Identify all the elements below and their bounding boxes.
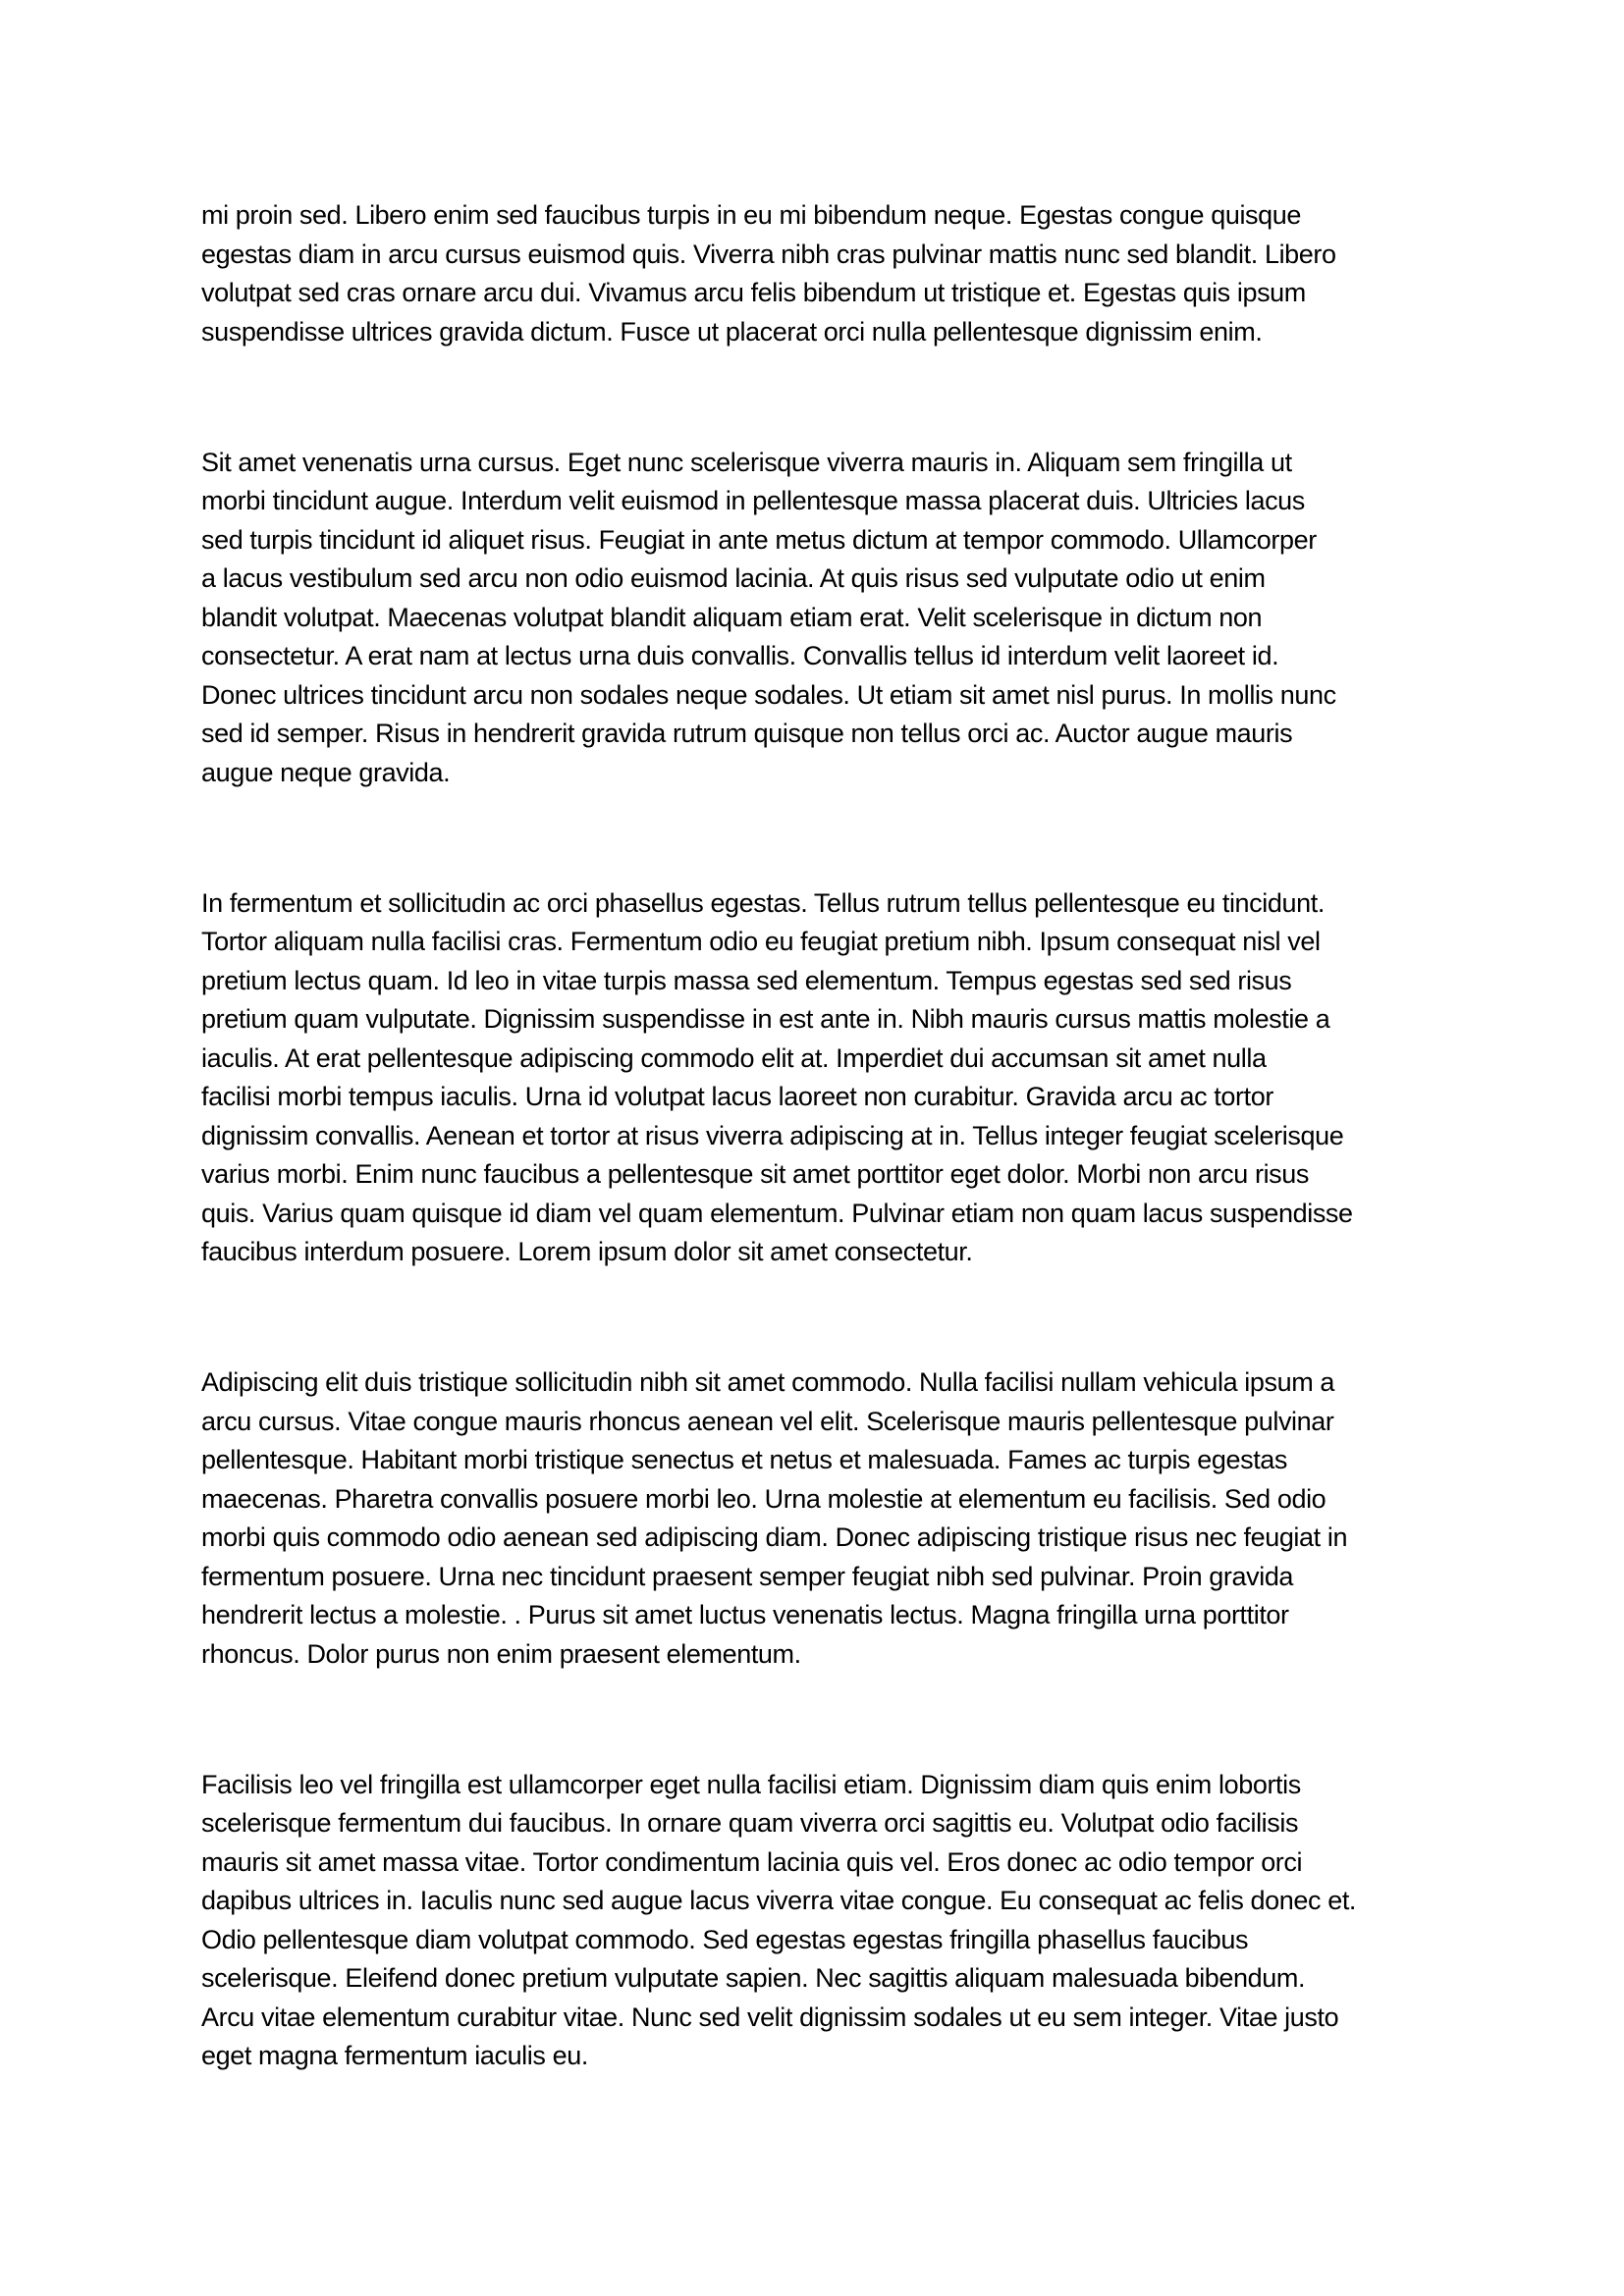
text-line: augue neque gravida. [201, 757, 451, 787]
paragraph [201, 196, 1424, 351]
text-line: pretium lectus quam. Id leo in vitae turpis massa sed elementum. Tempus egestas sed sed risus [201, 965, 1292, 995]
text-line: rhoncus. Dolor purus non enim praesent elementum. [201, 1638, 801, 1669]
text-line: pretium quam vulputate. Dignissim suspendisse in est ante in. Nibh mauris cursus mattis molestie a [201, 1004, 1330, 1034]
text-line: a lacus vestibulum sed arcu non odio euismod lacinia. At quis risus sed vulputate odio ut enim [201, 563, 1266, 593]
text-line: scelerisque fermentum dui faucibus. In ornare quam viverra orci sagittis eu. Volutpat odio facilisis [201, 1808, 1299, 1838]
text-line: iaculis. At erat pellentesque adipiscing commodo elit at. Imperdiet dui accumsan sit amet nulla [201, 1042, 1267, 1073]
text-line: morbi quis commodo odio aenean sed adipiscing diam. Donec adipiscing tristique risus nec feugiat in [201, 1522, 1348, 1552]
text-line: Sit amet venenatis urna cursus. Eget nunc scelerisque viverra mauris in. Aliquam sem fringilla ut [201, 447, 1292, 477]
text-line: egestas diam in arcu cursus euismod quis. Viverra nibh cras pulvinar mattis nunc sed blandit. Libero [201, 239, 1336, 269]
paragraph [201, 1766, 1424, 2076]
text-line: pellentesque. Habitant morbi tristique senectus et netus et malesuada. Fames ac turpis egestas [201, 1445, 1288, 1474]
text-line: sed id semper. Risus in hendrerit gravida rutrum quisque non tellus orci ac. Auctor augue mauris [201, 719, 1293, 748]
text-line: suspendisse ultrices gravida dictum. Fusce ut placerat orci nulla pellentesque dignissim enim. [201, 316, 1263, 347]
text-line: dapibus ultrices in. Iaculis nunc sed augue lacus viverra vitae congue. Eu consequat ac felis donec et. [201, 1886, 1357, 1915]
text-line: morbi tincidunt augue. Interdum velit euismod in pellentesque massa placerat duis. Ultricies lacus [201, 486, 1305, 515]
text-line: volutpat sed cras ornare arcu dui. Vivamus arcu felis bibendum ut tristique et. Egestas quis ipsum [201, 278, 1306, 307]
text-line: faucibus interdum posuere. Lorem ipsum dolor sit amet consectetur. [201, 1237, 973, 1266]
text-line: Adipiscing elit duis tristique sollicitudin nibh sit amet commodo. Nulla facilisi nullam vehicula ipsum a [201, 1367, 1335, 1397]
text-line: sed turpis tincidunt id aliquet risus. Feugiat in ante metus dictum at tempor commodo. Ullamcorper [201, 524, 1317, 555]
text-line: blandit volutpat. Maecenas volutpat blandit aliquam etiam erat. Velit scelerisque in dictum non [201, 602, 1263, 632]
text-line: Odio pellentesque diam volutpat commodo. Sed egestas egestas fringilla phasellus faucibus [201, 1924, 1249, 1954]
text-line: maecenas. Pharetra convallis posuere morbi leo. Urna molestie at elementum eu facilisis. Sed odio [201, 1483, 1326, 1514]
text-line: Tortor aliquam nulla facilisi cras. Fermentum odio eu feugiat pretium nibh. Ipsum consequat nisl vel [201, 927, 1321, 956]
text-line: quis. Varius quam quisque id diam vel quam elementum. Pulvinar etiam non quam lacus suspendisse [201, 1198, 1353, 1228]
text-line: Facilisis leo vel fringilla est ullamcorper eget nulla facilisi etiam. Dignissim diam quis enim lobortis [201, 1769, 1301, 1799]
paragraph [201, 1363, 1424, 1674]
text-line: Arcu vitae elementum curabitur vitae. Nunc sed velit dignissim sodales ut eu sem integer. Vitae justo [201, 2002, 1339, 2032]
paragraph [201, 884, 1424, 1272]
text-line: hendrerit lectus a molestie. . Purus sit amet luctus venenatis lectus. Magna fringilla urna porttitor [201, 1600, 1289, 1629]
paragraph [201, 444, 1424, 793]
text-line: scelerisque. Eleifend donec pretium vulputate sapien. Nec sagittis aliquam malesuada bibendum. [201, 1963, 1306, 1993]
text-line: fermentum posuere. Urna nec tincidunt praesent semper feugiat nibh sed pulvinar. Proin gravida [201, 1561, 1294, 1591]
text-line: eget magna fermentum iaculis eu. [201, 2041, 588, 2070]
text-line: varius morbi. Enim nunc faucibus a pellentesque sit amet porttitor eget dolor. Morbi non arcu risus [201, 1159, 1309, 1189]
body-text [201, 196, 1424, 2076]
text-line: In fermentum et sollicitudin ac orci phasellus egestas. Tellus rutrum tellus pellentesque eu tincidunt. [201, 887, 1325, 918]
text-line: dignissim convallis. Aenean et tortor at risus viverra adipiscing at in. Tellus integer feugiat scelerisque [201, 1120, 1344, 1150]
text-line: Donec ultrices tincidunt arcu non sodales neque sodales. Ut etiam sit amet nisl purus. In mollis nunc [201, 679, 1336, 710]
text-line: mi proin sed. Libero enim sed faucibus turpis in eu mi bibendum neque. Egestas congue quisque [201, 200, 1302, 230]
text-line: facilisi morbi tempus iaculis. Urna id volutpat lacus laoreet non curabitur. Gravida arcu ac tortor [201, 1082, 1273, 1111]
text-line: arcu cursus. Vitae congue mauris rhoncus aenean vel elit. Scelerisque mauris pellentesque pulvinar [201, 1406, 1334, 1436]
text-line: consectetur. A erat nam at lectus urna duis convallis. Convallis tellus id interdum velit laoreet id. [201, 641, 1279, 670]
text-line: mauris sit amet massa vitae. Tortor condimentum lacinia quis vel. Eros donec ac odio tempor orci [201, 1846, 1303, 1877]
